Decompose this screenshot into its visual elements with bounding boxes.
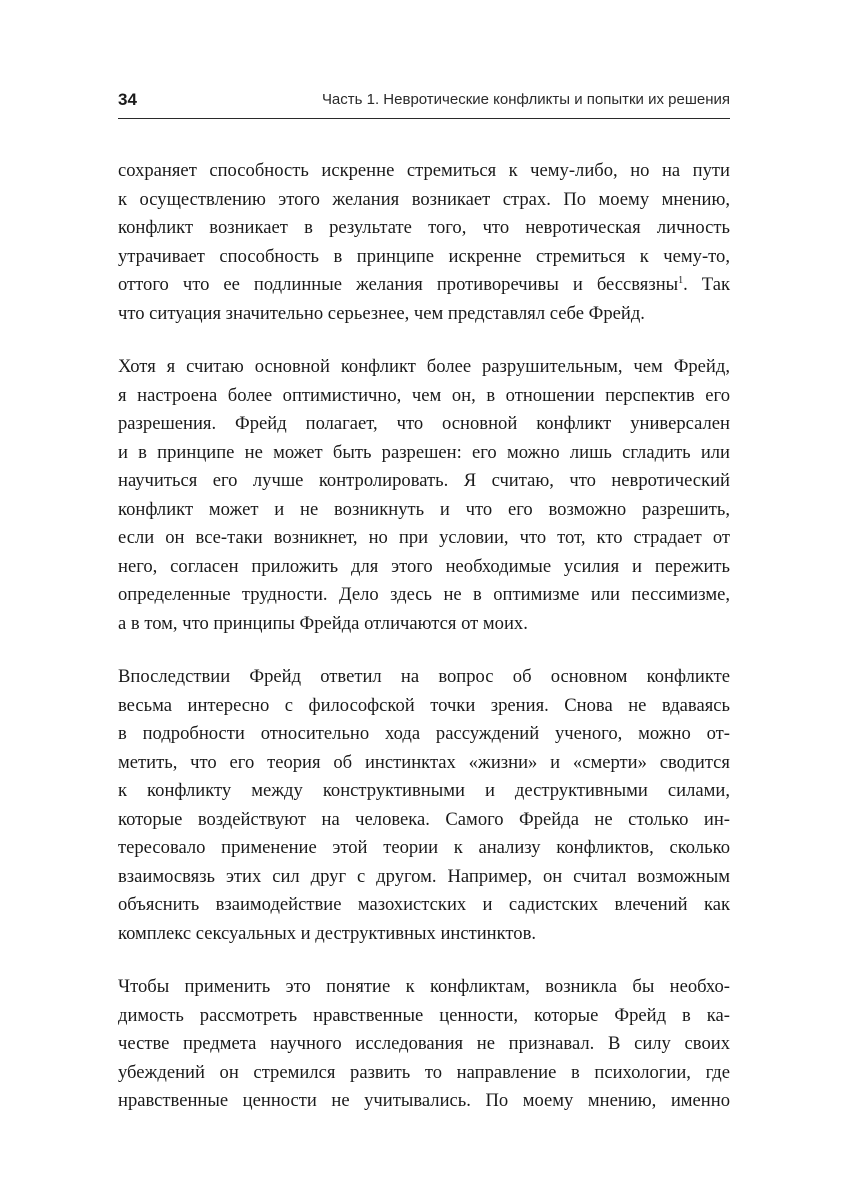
text-line: которые воздействуют на человека. Самого Фрейда не столько ин- <box>118 808 730 830</box>
text-line: сохраняет способность искренне стремиться к чему-либо, но на пути <box>118 160 730 181</box>
paragraph-3 <box>118 663 730 948</box>
body-text <box>118 157 730 1141</box>
text-line: взаимосвязь этих сил друг с другом. Например, он считал возможным <box>118 865 730 887</box>
paragraph-2 <box>118 353 730 638</box>
text-line: а в том, что принципы Фрейда отличаются от моих. <box>118 612 528 634</box>
text-line: димость рассмотреть нравственные ценности, которые Фрейд в ка- <box>118 1004 730 1026</box>
footnote-marker: 1 <box>678 274 684 286</box>
text-line: весьма интересно с философской точки зрения. Снова не вдаваясь <box>118 694 730 716</box>
text-line: к конфликту между конструктивными и деструктивными силами, <box>118 780 730 801</box>
paragraph-1 <box>118 157 730 328</box>
text-line: метить, что его теория об инстинктах «жизни» и «смерти» сводится <box>118 751 730 773</box>
text-line: разрешения. Фрейд полагает, что основной конфликт универсален <box>118 413 730 434</box>
page-number: 34 <box>118 90 137 109</box>
text-line: к осуществлению этого желания возникает страх. По моему мнению, <box>118 188 730 210</box>
text-segment: оттого что ее подлинные желания противоречивы и бессвязны <box>118 274 679 295</box>
running-title: Часть 1. Невротические конфликты и попытки их решения <box>321 91 730 108</box>
text-line: него, согласен приложить для этого необходимые усилия и пережить <box>118 555 730 577</box>
text-line: объяснить взаимодействие мазохистских и садистских влечений как <box>118 894 730 915</box>
text-line: убеждений он стремился развить то направление в психологии, где <box>118 1061 730 1083</box>
text-line: утрачивает способность в принципе искренне стремиться к чему-то, <box>118 245 730 267</box>
text-line: если он все-таки возникнет, но при условии, что тот, кто страдает от <box>118 527 730 548</box>
text-line: нравственные ценности не учитывались. По моему мнению, именно <box>118 1090 730 1111</box>
text-segment: . Так <box>683 274 730 295</box>
text-line: конфликт возникает в результате того, что невротическая личность <box>118 217 730 238</box>
text-line: комплекс сексуальных и деструктивных инстинктов. <box>118 922 537 944</box>
page-header <box>118 88 730 119</box>
text-line: Хотя я считаю основной конфликт более разрушительным, чем Фрейд, <box>118 356 730 377</box>
text-line: конфликт может и не возникнуть и что его возможно разрешить, <box>118 498 730 520</box>
text-line: Впоследствии Фрейд ответил на вопрос об основном конфликте <box>118 666 730 687</box>
text-line: я настроена более оптимистично, чем он, в отношении перспектив его <box>118 384 730 406</box>
text-line: что ситуация значительно серьезнее, чем представлял себе Фрейд. <box>118 302 645 324</box>
text-line-with-footnote <box>118 271 730 300</box>
text-line: и в принципе не может быть разрешен: его можно лишь сгладить или <box>118 441 730 463</box>
paragraph-4 <box>118 973 730 1116</box>
text-line: Чтобы применить это понятие к конфликтам, возникла бы необхо- <box>118 976 730 997</box>
text-line: тересовало применение этой теории к анализу конфликтов, сколько <box>118 837 730 858</box>
text-line: научиться его лучше контролировать. Я считаю, что невротический <box>118 470 730 491</box>
text-line: определенные трудности. Дело здесь не в оптимизме или пессимизме, <box>118 584 730 605</box>
text-line: честве предмета научного исследования не признавал. В силу своих <box>118 1033 730 1054</box>
text-line: в подробности относительно хода рассуждений ученого, можно от- <box>118 723 730 744</box>
